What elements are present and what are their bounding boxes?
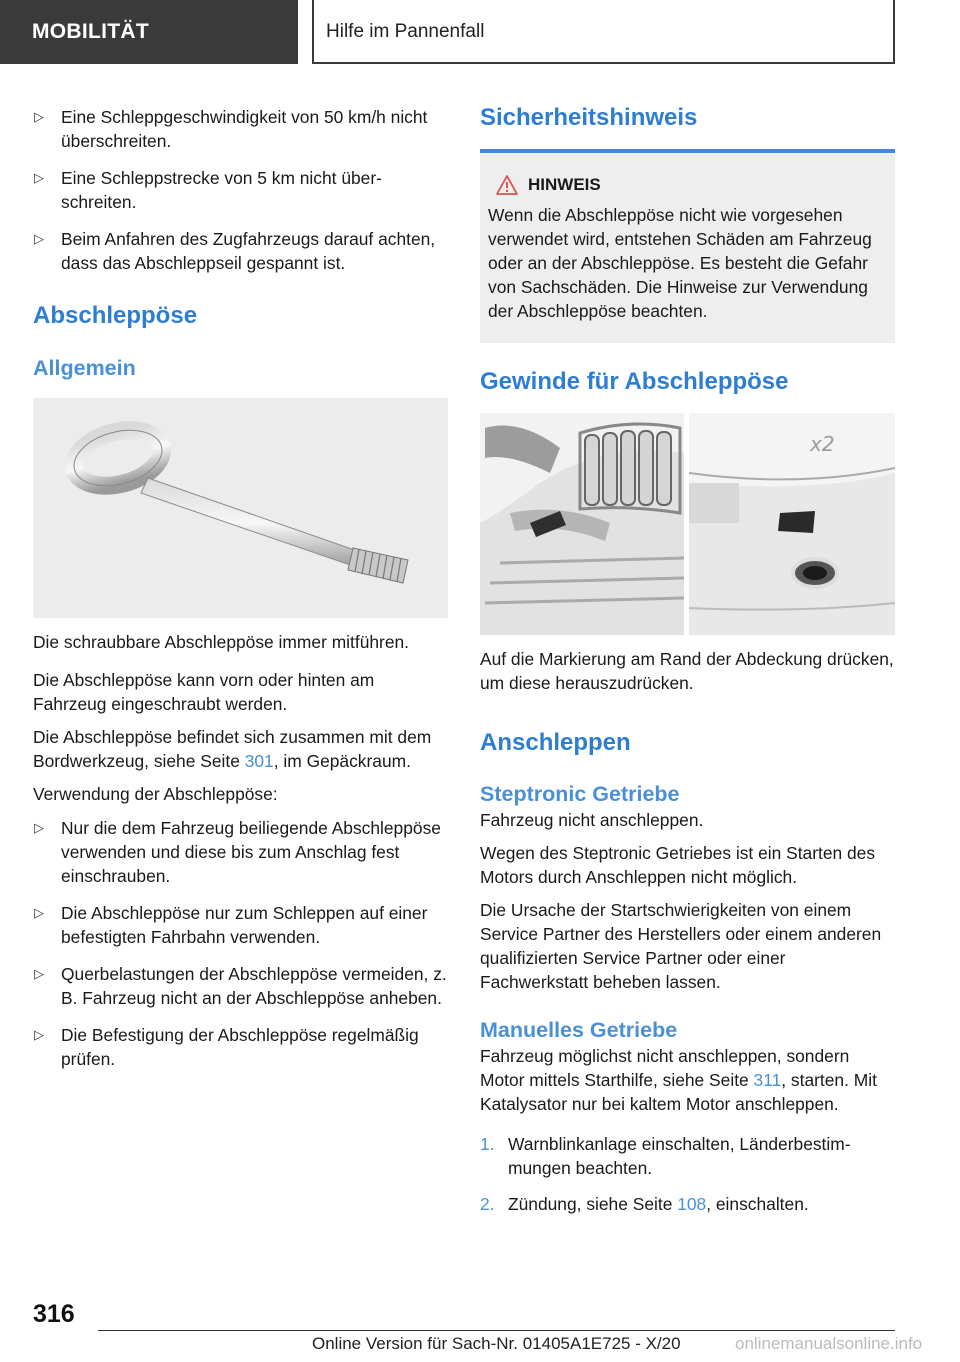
chapter-title: Hilfe im Pannenfall [326, 21, 485, 42]
section-tab [0, 0, 298, 64]
paragraph: Wegen des Steptronic Getriebes ist ein Starten des Motors durch Anschleppen nicht möglich. [480, 843, 876, 887]
footer-divider [98, 1330, 895, 1331]
heading-manuell: Manuelles Getriebe [480, 1018, 678, 1042]
triangle-bullet-icon: ▷ [34, 966, 44, 981]
heading-abschleppoese: Abschleppöse [33, 302, 198, 329]
heading-gewinde: Gewinde für Abschleppöse [480, 368, 789, 395]
list-item: ▷ Die Befestigung der Abschleppöse regelmäßig prüfen. [34, 1025, 419, 1069]
warning-icon [496, 175, 518, 195]
list-item: ▷ Querbelastungen der Abschleppöse vermeiden, z. B. Fahrzeug nicht an der Abschleppöse anheben. [34, 964, 447, 1008]
tow-eye-figure [33, 398, 448, 618]
list-item: ▷ Eine Schleppstrecke von 5 km nicht überschreiten. [34, 168, 382, 212]
step-item: 2. Zündung, siehe Seite 108, einschalten. [480, 1194, 809, 1214]
left-column [33, 105, 448, 1084]
step-number: 2. [480, 1194, 495, 1214]
triangle-bullet-icon: ▷ [34, 1027, 44, 1042]
step-item: 1. Warnblinkanlage einschalten, Länderbestimmungen beachten. [480, 1134, 851, 1178]
footer-online-version: Online Version für Sach-Nr. 01405A1E725 - X/20 [312, 1334, 681, 1353]
bumper-illustration [480, 413, 895, 635]
section-title: MOBILITÄT [32, 20, 150, 43]
paragraph: Auf die Markierung am Rand der Abdeckung drücken, um diese herauszudrücken. [480, 649, 894, 693]
page-link[interactable]: 301 [244, 751, 274, 771]
paragraph: Verwendung der Abschleppöse: [33, 784, 278, 804]
heading-sicherheitshinweis: Sicherheitshinweis [480, 104, 698, 131]
heading-allgemein: Allgemein [33, 356, 136, 380]
triangle-bullet-icon: ▷ [34, 905, 44, 920]
heading-steptronic: Steptronic Getriebe [480, 782, 680, 806]
note-text: Wenn die Abschleppöse nicht wie vorgesehen verwendet wird, entstehen Schäden am Fahrzeug oder an der Abschleppöse. Es besteht die Gefahr von Sachschäden. Die Hinweise zur Verwendung der Abschleppöse beachten. [488, 205, 872, 321]
list-item: ▷ Beim Anfahren des Zugfahrzeugs darauf achten, dass das Abschleppseil gespannt ist. [34, 229, 436, 273]
triangle-bullet-icon: ▷ [34, 820, 44, 835]
note-title: HINWEIS [488, 173, 887, 197]
paragraph: Die Ursache der Startschwierigkeiten von einem Service Partner des Herstellers oder einem anderen qualifizierten Service Partner oder einer Fachwerkstatt beheben lassen. [480, 900, 882, 992]
paragraph: Die Abschleppöse kann vorn oder hinten am Fahrzeug eingeschraubt werden. [33, 670, 375, 714]
paragraph: Die Abschleppöse befindet sich zusammen mit dem Bordwerkzeug, siehe Seite 301, im Gepäckraum. [33, 727, 432, 771]
figure-caption: Die schraubbare Abschleppöse immer mitführen. [33, 632, 410, 652]
svg-text:x2: x2 [810, 432, 835, 456]
heading-anschleppen: Anschleppen [480, 729, 631, 756]
right-column [480, 100, 895, 1228]
list-item: ▷ Die Abschleppöse nur zum Schleppen auf einer befestigten Fahrbahn verwenden. [34, 903, 428, 947]
tow-eye-illustration [33, 398, 448, 618]
bumper-figure [480, 413, 895, 635]
paragraph: Fahrzeug möglichst nicht anschleppen, sondern Motor mittels Starthilfe, siehe Seite 311, starten. Mit Katalysator nur bei kaltem Motor anschleppen. [480, 1046, 877, 1114]
chapter-tab [312, 0, 895, 64]
list-item: ▷ Nur die dem Fahrzeug beiliegende Abschleppöse verwenden und diese bis zum Anschlag fest einschrauben. [34, 818, 441, 886]
triangle-bullet-icon: ▷ [34, 231, 44, 246]
triangle-bullet-icon: ▷ [34, 170, 44, 185]
page-link[interactable]: 108 [677, 1194, 707, 1214]
paragraph: Fahrzeug nicht anschleppen. [480, 810, 704, 830]
page-number: 316 [33, 1300, 75, 1328]
page-link[interactable]: 311 [753, 1070, 782, 1090]
list-item: ▷ Eine Schleppgeschwindigkeit von 50 km/h nicht überschreiten. [34, 107, 428, 151]
triangle-bullet-icon: ▷ [34, 109, 44, 124]
footer-watermark: onlinemanualsonline.info [735, 1334, 923, 1353]
step-number: 1. [480, 1134, 495, 1154]
note-box [480, 153, 895, 343]
